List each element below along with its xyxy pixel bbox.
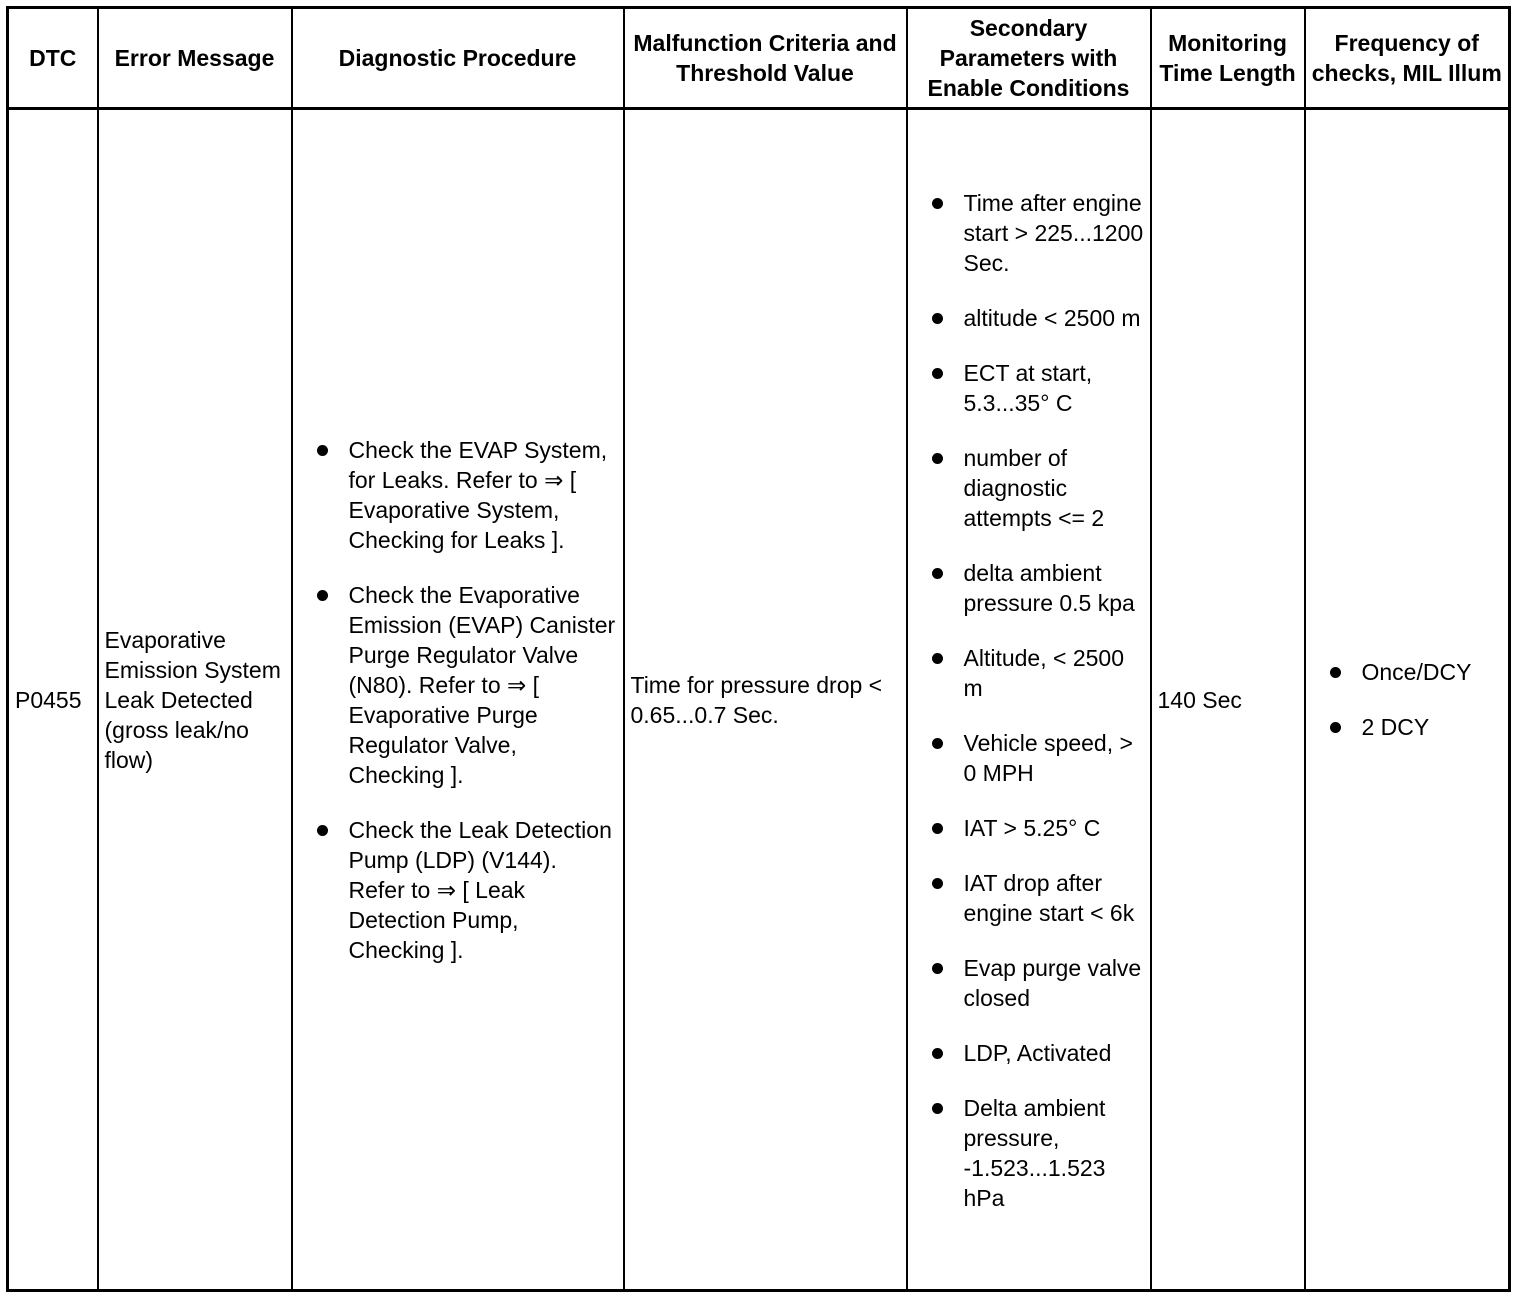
header-secondary-parameters: Secondary Parameters with Enable Conditions	[907, 8, 1151, 109]
header-dtc: DTC	[8, 8, 98, 109]
cell-frequency	[1305, 109, 1510, 1291]
parameter-item: Time after engine start > 225...1200 Sec.	[914, 188, 1144, 278]
cell-diagnostic-procedure	[292, 109, 624, 1291]
cell-monitoring-time: 140 Sec	[1151, 109, 1305, 1291]
parameter-item: Altitude, < 2500 m	[914, 643, 1144, 703]
table-row	[8, 109, 1510, 1291]
parameter-item: altitude < 2500 m	[914, 303, 1144, 333]
cell-dtc: P0455	[8, 109, 98, 1291]
cell-secondary-parameters	[907, 109, 1151, 1291]
frequency-item: Once/DCY	[1312, 657, 1503, 687]
procedure-item: Check the Evaporative Emission (EVAP) Canister Purge Regulator Valve (N80). Refer to ⇒ [ Evaporative Purge Regulator Valve, Checking ].	[299, 580, 617, 790]
parameter-item: delta ambient pressure 0.5 kpa	[914, 558, 1144, 618]
header-row	[8, 8, 1510, 109]
parameter-item: number of diagnostic attempts <= 2	[914, 443, 1144, 533]
parameter-item: Delta ambient pressure, -1.523...1.523 hPa	[914, 1093, 1144, 1213]
procedure-item: Check the Leak Detection Pump (LDP) (V144). Refer to ⇒ [ Leak Detection Pump, Checking ].	[299, 815, 617, 965]
procedure-item: Check the EVAP System, for Leaks. Refer to ⇒ [ Evaporative System, Checking for Leaks ].	[299, 435, 617, 555]
cell-malfunction-criteria: Time for pressure drop < 0.65...0.7 Sec.	[624, 109, 907, 1291]
procedure-list	[299, 435, 617, 965]
parameter-list	[914, 188, 1144, 1213]
parameter-item: ECT at start, 5.3...35° C	[914, 358, 1144, 418]
parameter-item: LDP, Activated	[914, 1038, 1144, 1068]
header-monitoring-time: Monitoring Time Length	[1151, 8, 1305, 109]
header-malfunction-criteria: Malfunction Criteria and Threshold Value	[624, 8, 907, 109]
header-diagnostic-procedure: Diagnostic Procedure	[292, 8, 624, 109]
header-frequency: Frequency of checks, MIL Illum	[1305, 8, 1510, 109]
frequency-item: 2 DCY	[1312, 712, 1503, 742]
parameter-item: Evap purge valve closed	[914, 953, 1144, 1013]
frequency-list	[1312, 657, 1503, 742]
cell-error-message: Evaporative Emission System Leak Detected (gross leak/no flow)	[98, 109, 292, 1291]
parameter-item: IAT > 5.25° C	[914, 813, 1144, 843]
parameter-item: Vehicle speed, > 0 MPH	[914, 728, 1144, 788]
header-error-message: Error Message	[98, 8, 292, 109]
parameter-item: IAT drop after engine start < 6k	[914, 868, 1144, 928]
dtc-table	[6, 6, 1511, 1292]
